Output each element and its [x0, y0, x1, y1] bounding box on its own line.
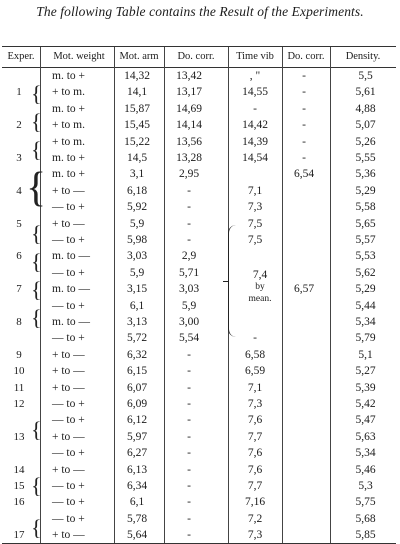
row-motion-weight: m. to —: [52, 316, 91, 328]
row-density: 5,61: [355, 86, 376, 99]
row-motion-arm: 6,15: [126, 365, 148, 378]
row-do-corr-2: [281, 233, 327, 247]
row-time-vib: 14,54: [242, 152, 268, 164]
row-density: 5,34: [355, 316, 376, 328]
group-brace: {: [31, 137, 42, 162]
row-do-corr-2: [281, 217, 327, 231]
row-do-corr: -: [187, 463, 191, 476]
row-motion-arm: 3,1: [129, 168, 145, 181]
row-do-corr-2: [281, 479, 327, 493]
row-do-corr-2: [281, 364, 327, 378]
group-brace: {: [31, 249, 42, 274]
row-motion-weight: m. to —: [52, 283, 91, 296]
row-motion-weight: — to +: [52, 234, 85, 246]
row-do-corr: 5,54: [178, 332, 200, 345]
row-motion-weight: + to —: [52, 463, 85, 476]
row-do-corr: -: [187, 184, 191, 197]
row-density: 5,29: [355, 184, 376, 197]
mean-label-mean: mean.: [248, 294, 272, 304]
row-exper-number: 2: [16, 119, 22, 132]
row-motion-weight: — to +: [52, 201, 85, 214]
row-motion-arm: 6,13: [126, 463, 148, 476]
row-time-vib: 7,1: [247, 184, 263, 197]
table-header: [2, 47, 396, 68]
row-density: 5,1: [358, 348, 373, 361]
header-do-corr-2: Do. corr.: [287, 51, 325, 62]
row-motion-weight: — to +: [52, 398, 85, 410]
row-exper-number: 6: [16, 250, 22, 263]
mean-note: [238, 269, 282, 305]
row-motion-arm: 5,64: [126, 529, 148, 542]
row-do-corr-2: [281, 381, 327, 395]
group-brace: {: [31, 221, 42, 246]
row-exper-number: 13: [13, 430, 25, 443]
row-do-corr-2: -: [302, 102, 306, 115]
header-mot-arm: Mot. arm: [119, 51, 159, 62]
header-mot-weight: Mot. weight: [53, 51, 105, 62]
row-exper-number: [2, 446, 36, 460]
results-table: [2, 46, 396, 544]
row-time-vib: 7,3: [247, 529, 263, 542]
row-do-corr-2: 6,54: [293, 168, 315, 181]
row-density: 5,27: [355, 365, 376, 378]
row-do-corr-2: [281, 315, 327, 329]
row-do-corr: 3,00: [178, 316, 200, 328]
row-density: 5,36: [355, 168, 376, 181]
row-do-corr: -: [187, 381, 191, 394]
row-time-vib: 7,2: [247, 512, 263, 525]
row-density: 5,65: [355, 217, 376, 230]
row-motion-weight: + to —: [52, 217, 85, 230]
row-exper-number: 1: [16, 86, 22, 99]
row-motion-arm: 5,98: [126, 234, 148, 246]
row-motion-weight: + to —: [52, 348, 85, 361]
row-exper-number: 15: [13, 480, 25, 492]
row-do-corr-2: -: [302, 152, 306, 164]
row-do-corr: -: [187, 512, 191, 525]
row-density: 5,75: [355, 496, 376, 509]
header-time-vib: Time vib: [236, 51, 274, 62]
row-do-corr: 13,42: [176, 70, 202, 82]
row-do-corr-2: [281, 299, 327, 313]
row-motion-arm: 6,27: [126, 447, 148, 460]
row-motion-weight: — to +: [52, 266, 85, 279]
row-do-corr: 13,17: [176, 86, 202, 99]
row-motion-arm: 6,1: [129, 496, 145, 509]
row-do-corr-2: [281, 413, 327, 427]
row-exper-number: 14: [13, 463, 25, 476]
row-motion-arm: 5,72: [126, 332, 148, 345]
row-do-corr-2: [281, 200, 327, 214]
row-motion-weight: m. to +: [52, 102, 86, 115]
row-do-corr: 13,56: [176, 135, 202, 148]
row-density: 5,3: [358, 480, 373, 492]
row-do-corr-2: [281, 495, 327, 509]
row-do-corr: -: [187, 447, 191, 460]
row-exper-number: 17: [13, 529, 25, 542]
row-motion-weight: — to +: [52, 447, 85, 460]
row-exper-number: 16: [13, 496, 25, 509]
row-do-corr-2: [281, 397, 327, 411]
row-density: 5,53: [355, 250, 376, 263]
row-time-vib: 14,55: [242, 86, 268, 99]
row-do-corr-2: [281, 528, 327, 542]
row-motion-weight: + to —: [52, 430, 85, 443]
group-brace: {: [31, 515, 42, 540]
header-density: Density.: [345, 51, 381, 62]
row-do-corr-2: [281, 512, 327, 526]
row-motion-arm: 15,87: [124, 102, 150, 115]
row-exper-number: 11: [13, 381, 25, 394]
row-motion-arm: 6,1: [129, 299, 145, 312]
row-motion-arm: 5,97: [126, 430, 148, 443]
row-motion-weight: — to +: [52, 512, 85, 525]
row-do-corr-2: -: [302, 119, 306, 132]
row-time-vib: 7,1: [247, 381, 263, 394]
row-motion-arm: 6,09: [126, 398, 148, 410]
row-motion-weight: + to —: [52, 529, 85, 542]
row-motion-weight: — to +: [52, 414, 85, 427]
row-motion-weight: m. to —: [52, 250, 91, 263]
row-time-vib: [229, 167, 281, 181]
row-motion-weight: m. to +: [52, 152, 86, 164]
row-density: 5,42: [355, 398, 376, 410]
row-density: 5,26: [355, 135, 376, 148]
group-brace: {: [26, 165, 47, 211]
row-density: 5,47: [355, 414, 376, 427]
row-do-corr: -: [187, 201, 191, 214]
mean-label-by: by: [255, 282, 265, 292]
row-do-corr: -: [187, 398, 191, 410]
row-density: 5,46: [355, 463, 376, 476]
row-motion-weight: — to +: [52, 332, 85, 345]
row-time-vib: 7,6: [247, 447, 263, 460]
row-do-corr-2: -: [302, 135, 306, 148]
row-exper-number: 5: [16, 217, 22, 230]
row-motion-weight: m. to +: [52, 168, 86, 181]
row-motion-arm: 6,32: [126, 348, 148, 361]
row-time-vib: 7,3: [247, 398, 263, 410]
row-density: 4,88: [355, 102, 376, 115]
row-do-corr: -: [187, 496, 191, 509]
row-motion-weight: + to —: [52, 381, 85, 394]
column-divider: [330, 47, 331, 543]
row-motion-arm: 14,32: [124, 70, 150, 82]
row-density: 5,57: [355, 234, 376, 246]
row-do-corr-2: [281, 463, 327, 477]
row-time-vib: 6,58: [244, 348, 266, 361]
row-do-corr-2: [281, 331, 327, 345]
row-do-corr: 5,71: [178, 266, 200, 279]
row-do-corr-2: [281, 249, 327, 263]
row-motion-weight: — to +: [52, 480, 85, 492]
row-motion-arm: 5,9: [129, 217, 145, 230]
row-motion-arm: 3,15: [126, 283, 148, 296]
row-density: 5,79: [355, 332, 376, 345]
row-do-corr: 13,28: [176, 152, 202, 164]
table-caption: The following Table contains the Result of the Experiments.: [36, 4, 364, 19]
row-time-vib: , ": [249, 70, 261, 82]
row-exper-number: 7: [16, 283, 22, 296]
row-density: 5,68: [355, 512, 376, 525]
row-motion-arm: 6,34: [126, 480, 148, 492]
row-time-vib: -: [253, 102, 257, 115]
row-motion-arm: 5,78: [126, 512, 148, 525]
row-do-corr: 3,03: [178, 283, 200, 296]
row-time-vib: 6,59: [244, 365, 266, 378]
row-density: 5,39: [355, 381, 376, 394]
row-motion-arm: 5,9: [129, 266, 145, 279]
row-motion-weight: + to m.: [52, 86, 86, 99]
row-exper-number: 9: [16, 348, 22, 361]
row-motion-arm: 14,1: [126, 86, 148, 99]
row-motion-weight: + to —: [52, 365, 85, 378]
row-do-corr-2: 6,57: [293, 283, 315, 296]
row-density: 5,44: [355, 299, 376, 312]
row-motion-arm: 14,5: [126, 152, 148, 164]
row-motion-arm: 3,13: [126, 316, 148, 328]
row-motion-arm: 3,03: [126, 250, 148, 263]
row-do-corr: -: [187, 529, 191, 542]
row-motion-arm: 6,12: [126, 414, 148, 427]
row-exper-number: 12: [13, 398, 25, 410]
row-motion-weight: — to +: [52, 496, 85, 509]
row-motion-arm: 5,92: [126, 201, 148, 214]
row-density: 5,63: [355, 430, 376, 443]
row-do-corr: 14,14: [176, 119, 202, 132]
row-do-corr: -: [187, 414, 191, 427]
row-motion-arm: 6,07: [126, 381, 148, 394]
group-brace: {: [31, 81, 42, 106]
row-motion-arm: 15,22: [124, 135, 150, 148]
row-do-corr: -: [187, 480, 191, 492]
row-do-corr: 2,95: [178, 168, 200, 181]
row-time-vib: 14,39: [242, 135, 268, 148]
row-time-vib: 7,6: [247, 463, 263, 476]
row-density: 5,55: [355, 152, 376, 164]
row-motion-weight: — to +: [52, 299, 85, 312]
row-do-corr-2: [281, 446, 327, 460]
row-do-corr-2: [281, 184, 327, 198]
row-density: 5,62: [355, 266, 376, 279]
row-do-corr: 5,9: [181, 299, 197, 312]
group-brace: {: [31, 277, 42, 302]
row-density: 5,85: [355, 529, 376, 542]
row-time-vib: 7,5: [247, 234, 263, 246]
row-motion-weight: m. to +: [52, 70, 86, 82]
row-density: 5,5: [358, 70, 373, 82]
row-motion-weight: + to m.: [52, 135, 86, 148]
row-exper-number: 4: [16, 184, 22, 197]
row-do-corr: -: [187, 234, 191, 246]
row-time-vib: 7,3: [247, 201, 263, 214]
row-density: 5,34: [355, 447, 376, 460]
row-time-vib: 14,42: [242, 119, 268, 132]
row-time-vib: 7,6: [247, 414, 263, 427]
row-do-corr-2: [281, 348, 327, 362]
row-do-corr-2: -: [302, 70, 306, 82]
row-time-vib: 7,7: [247, 480, 263, 492]
row-do-corr-2: -: [302, 86, 306, 99]
row-do-corr: -: [187, 217, 191, 230]
row-motion-arm: 6,18: [126, 184, 148, 197]
row-do-corr: -: [187, 348, 191, 361]
row-do-corr-2: [281, 430, 327, 444]
header-do-corr: Do. corr.: [177, 51, 215, 62]
row-do-corr: -: [187, 365, 191, 378]
group-brace: {: [31, 473, 42, 498]
row-density: 5,29: [355, 283, 376, 296]
row-do-corr-2: [281, 266, 327, 280]
row-motion-weight: + to —: [52, 184, 85, 197]
row-time-vib: 7,16: [244, 496, 266, 509]
row-motion-weight: + to m.: [52, 119, 86, 132]
row-motion-arm: 15,45: [124, 119, 150, 132]
group-brace: {: [31, 417, 42, 442]
row-do-corr: -: [187, 430, 191, 443]
row-exper-number: 8: [16, 316, 22, 328]
row-exper-number: 3: [16, 152, 22, 164]
header-exper: Exper.: [7, 51, 35, 62]
row-exper-number: 10: [13, 365, 25, 378]
mean-value: 7,4: [252, 269, 268, 281]
row-density: 5,07: [355, 119, 376, 132]
row-time-vib: 7,7: [247, 430, 263, 443]
row-do-corr: 14,69: [176, 102, 202, 115]
row-do-corr: 2,9: [181, 250, 197, 263]
row-density: 5,58: [355, 201, 376, 214]
group-brace: {: [31, 109, 42, 134]
group-brace: {: [31, 305, 42, 330]
row-time-vib: -: [253, 332, 257, 345]
row-time-vib: 7,5: [247, 217, 263, 230]
row-exper-number: [2, 331, 36, 345]
